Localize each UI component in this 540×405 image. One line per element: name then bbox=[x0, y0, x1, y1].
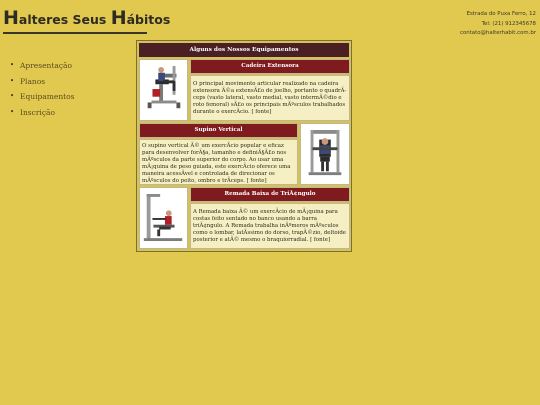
logo-initial-h1: H bbox=[3, 7, 19, 29]
item-description-remada-baixa bbox=[190, 203, 350, 249]
logo-word-habitos: ábitos bbox=[126, 12, 171, 27]
source-link-supino-vertical[interactable]: [ fonte] bbox=[246, 177, 267, 184]
nav-item-planos[interactable]: • Planos bbox=[10, 74, 75, 90]
item-description-cadeira-extensora bbox=[190, 75, 350, 121]
equipment-panel bbox=[136, 40, 352, 252]
item-title-remada-baixa: Remada Baixa de TriÃ¢ngulo bbox=[190, 187, 350, 202]
contact-email[interactable]: contato@halterhabit.com.br bbox=[460, 30, 536, 36]
logo-word-halteres-seus: alteres Seus bbox=[18, 12, 111, 27]
item-text-remada-baixa: A Remada baixa Ã© um exercÃcio de mÃ¡quina para costas feito sentado no banco usando a barra triÃ¢ngulo. A Remada trabalha inÃºmeros mÃºsculos como o lombar, latÃssimo do dorso, trapÃ©zio, deltoide posterior e atÃ© mesmo o braquiorradial. bbox=[193, 209, 346, 243]
source-link-cadeira-extensora[interactable]: [ fonte] bbox=[251, 108, 272, 115]
leg-extension-machine-image bbox=[139, 59, 188, 121]
main-nav bbox=[10, 58, 75, 120]
panel-title: Alguns dos Nossos Equipamentos bbox=[139, 43, 349, 57]
logo-initial-h2: H bbox=[110, 7, 127, 29]
contact-address: Estrada do Puxa Ferro, 12 bbox=[466, 11, 536, 17]
site-logo[interactable] bbox=[3, 6, 171, 34]
contact-info bbox=[460, 10, 536, 39]
item-text-cadeira-extensora: O principal movimento articular realizado na cadeira extensora Ã©a extensÃ£o de joelho, portanto o quadrÃceps (vasto lateral, vasto medial, vasto intermÃ©dio e roto femoral) sÃ£o os principais mÃºsculos trabalhados durante o exercÃcio. bbox=[193, 81, 347, 115]
item-description-supino-vertical bbox=[139, 139, 298, 185]
nav-item-inscricao[interactable]: • Inscrição bbox=[10, 105, 75, 121]
source-link-remada-baixa[interactable]: [ fonte] bbox=[310, 236, 331, 243]
contact-phone: Tel: (21) 912345678 bbox=[481, 20, 536, 27]
seated-row-machine-image bbox=[139, 187, 188, 249]
item-title-cadeira-extensora: Cadeira Extensora bbox=[190, 59, 350, 74]
item-title-supino-vertical: Supino Vertical bbox=[139, 123, 298, 138]
nav-item-equipamentos[interactable]: • Equipamentos bbox=[10, 89, 75, 105]
item-text-supino-vertical: O supino vertical Ã© um exercÃcio popular e eficaz para desenvolver forÃ§a, tamanho e definiÃ§Ã£o nos mÃºsculos da parte superior do corpo. Ao usar uma mÃ¡quina de peso guiada, este exercÃcio oferece uma maneira acessÃvel e controlada de direcionar os mÃºsculos do peito, ombro e trÃceps. bbox=[142, 143, 291, 184]
chest-press-machine-image bbox=[300, 123, 350, 185]
nav-item-apresentacao[interactable]: • Apresentação bbox=[10, 58, 75, 74]
